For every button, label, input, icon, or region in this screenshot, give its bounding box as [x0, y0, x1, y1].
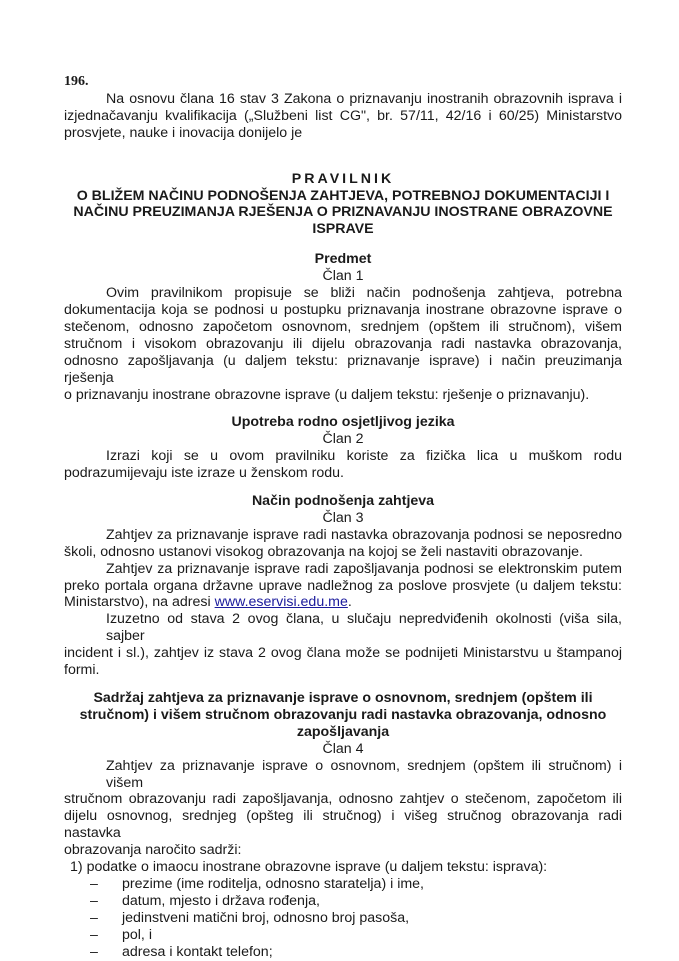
paragraph-line: Izrazi koji se u ovom pravilniku koriste za fizička lica u muškom rodu [106, 448, 622, 465]
article-heading [64, 414, 622, 431]
dash-bullet: – [90, 909, 98, 926]
dash-bullet: – [90, 926, 98, 943]
article-paragraph [64, 285, 622, 403]
paragraph-line: Izuzetno od stava 2 ovog člana, u slučaju nepredviđenih okolnosti (viša sila, sajber [106, 611, 622, 645]
paragraph-line: Na osnovu člana 16 stav 3 Zakona o priznavanju inostranih obrazovnih isprava i [106, 90, 622, 107]
article-4 [64, 690, 622, 961]
sub-list-item [64, 910, 622, 927]
paragraph-line: stečenom, odnosno započetom osnovnom, srednjem (opštem ili stručnom), višem [64, 318, 622, 335]
article-label: Član 2 [322, 431, 364, 448]
paragraph-line: incident i sl.), zahtjev iz stava 2 ovog člana može se podnijeti Ministarstvu u štampanoj [64, 645, 622, 662]
article-heading [64, 493, 622, 510]
articles [64, 251, 622, 960]
article-label: Član 3 [322, 509, 364, 526]
paragraph-line: Ovim pravilnikom propisuje se bliži način podnošenja zahtjeva, potrebna [106, 285, 622, 302]
article-2 [64, 414, 622, 482]
article-heading [64, 251, 622, 268]
article-1 [64, 251, 622, 403]
article-heading [64, 690, 622, 741]
article-paragraph [64, 448, 622, 482]
heading-line: Sadržaj zahtjeva za priznavanje isprave o osnovnom, srednjem (opštem ili [93, 690, 593, 706]
sub-list-item [64, 893, 622, 910]
sub-item-text: prezime (ime roditelja, odnosno staratelja) i ime, [122, 875, 425, 892]
preamble [64, 91, 622, 142]
heading-line: Upotreba rodno osjetljivog jezika [231, 414, 455, 431]
eservisi-link[interactable]: www.eservisi.edu.me [214, 594, 348, 611]
paragraph-line: prosvjete, nauke i inovacija donijelo je [64, 124, 303, 141]
list-item-1 [64, 859, 622, 876]
paragraph-line: dokumentacija koja se podnosi u postupku priznavanja inostrane obrazovne isprave o [64, 301, 622, 318]
subtitle-line: O BLIŽEM NAČINU PODNOŠENJA ZAHTJEVA, POTREBNOJ DOKUMENTACIJI I [76, 187, 610, 204]
paragraph-line: školi, odnosno ustanovi visokog obrazovanja na kojoj se želi nastaviti obrazovanje. [64, 543, 583, 560]
sub-item-text: datum, mjesto i država rođenja, [122, 892, 320, 909]
sub-list-item [64, 944, 622, 961]
article-paragraph [64, 527, 622, 561]
link-suffix: . [347, 594, 352, 611]
paragraph-line: Zahtjev za priznavanje isprave radi zapošljavanja podnosi se elektronskim putem [106, 560, 622, 577]
heading-line: zapošljavanja [296, 723, 390, 740]
paragraph-line [64, 594, 622, 611]
article-paragraph [64, 758, 622, 859]
article-paragraph [64, 611, 622, 679]
article-paragraph [64, 561, 622, 612]
paragraph-line: odnosno zapošljavanja (u daljem tekstu: priznavanje isprave) i način preuzimanja rješenja [64, 352, 622, 386]
article-3 [64, 493, 622, 679]
heading-line: stručnom) i višem stručnom obrazovanju radi nastavka obrazovanja, odnosno [79, 706, 607, 723]
document-title: PRAVILNIK [291, 170, 395, 187]
article-label: Član 4 [322, 740, 364, 757]
paragraph-line: o priznavanju inostrane obrazovne isprave (u daljem tekstu: rješenje o priznavanju). [64, 386, 590, 403]
document-number: 196. [64, 74, 89, 89]
document-page [64, 74, 622, 961]
sub-item-text: pol, i [122, 926, 152, 943]
paragraph-line: stručnom i visokom obrazovanju ili dijelu obrazovanja radi nastavka obrazovanja, [64, 335, 622, 352]
paragraph-line: dijelu osnovnog, srednjeg (opšteg ili stručnog) i višeg stručnog obrazovanja radi nastavka [64, 808, 622, 842]
dash-bullet: – [90, 875, 98, 892]
paragraph-line: stručnom obrazovanju radi zapošljavanja, odnosno zahtjev o stečenom, započetom ili [64, 791, 622, 808]
link-prefix: Ministarstvo), na adresi [64, 594, 215, 611]
dash-bullet: – [90, 892, 98, 909]
sub-item-text: adresa i kontakt telefon; [122, 943, 273, 960]
paragraph-line: Zahtjev za priznavanje isprave o osnovnom, srednjem (opštem ili stručnom) i višem [106, 757, 622, 791]
sub-list-item [64, 927, 622, 944]
paragraph-line: obrazovanja naročito sadrži: [64, 842, 242, 859]
item-text: podatke o imaocu inostrane obrazovne isprave (u daljem tekstu: isprava): [86, 859, 548, 876]
paragraph-line: formi. [64, 662, 100, 679]
paragraph-line: podrazumijevaju iste izraze u ženskom rodu. [64, 465, 344, 482]
heading-line: Način podnošenja zahtjeva [251, 493, 435, 510]
subtitle-line: ISPRAVE [312, 221, 374, 238]
dash-bullet: – [90, 943, 98, 960]
document-subtitle [64, 188, 622, 239]
article-label: Član 1 [322, 268, 364, 285]
heading-line: Predmet [314, 251, 372, 268]
subtitle-line: NAČINU PREUZIMANJA RJEŠENJA O PRIZNAVANJU INOSTRANE OBRAZOVNE [73, 204, 613, 221]
item-number: 1) [70, 859, 83, 876]
sub-list-item [64, 876, 622, 893]
paragraph-line: izjednačavanju kvalifikacija („Službeni list CG", br. 57/11, 42/16 i 60/25) Ministarstvo [64, 107, 622, 124]
sub-item-text: jedinstveni matični broj, odnosno broj pasoša, [122, 909, 410, 926]
paragraph-line: Zahtjev za priznavanje isprave radi nastavka obrazovanja podnosi se neposredno [106, 526, 622, 543]
paragraph-line: preko portala organa državne uprave nadležnog za poslove prosvjete (u daljem tekstu: [64, 577, 622, 594]
